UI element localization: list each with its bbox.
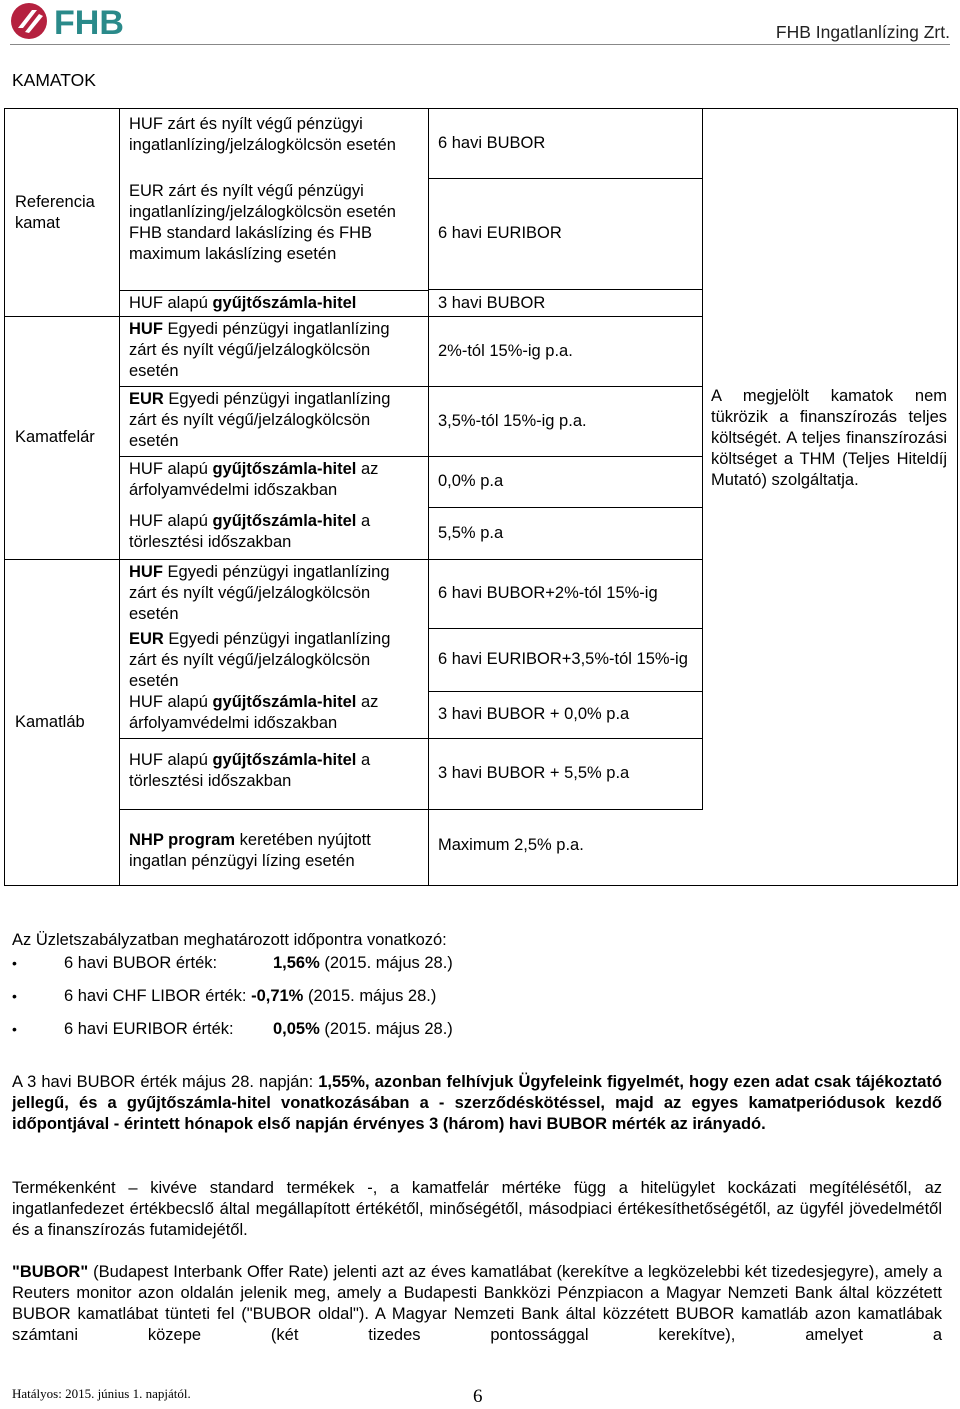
- group-label-kamatfelar: Kamatfelár: [4, 316, 120, 560]
- table-row-product: EUR Egyedi pénzügyi ingatlanlízing zárt és nyílt végű/jelzálogkölcsön esetén: [119, 386, 429, 457]
- margin-paragraph: Termékenként – kivéve standard termékek -, a kamatfelár mértéke függ a hitelügylet kockázati megítélésétől, az ingatlanfedezet értékbecslő által megállapított értékétől, minőségétől, másodpiaci értékesíthetőségétől, az ügyfél jövedelmétől és a finanszírozás futamidejétől.: [12, 1179, 942, 1239]
- table-row-product: HUF alapú gyűjtőszámla-hitel: [119, 290, 429, 317]
- table-row-value: 6 havi EURIBOR+3,5%-tól 15%-ig: [428, 628, 703, 692]
- references-intro: Az Üzletszabályzatban meghatározott időpontra vonatkozó:: [12, 931, 447, 949]
- table-row-nhp-value: Maximum 2,5% p.a.: [428, 809, 703, 886]
- bubor-notice-paragraph: A 3 havi BUBOR érték május 28. napján: 1,55%, azonban felhívjuk Ügyfeleink figyelmét, hogy ezen adat csak tájékoztató jellegű, és a gyűjtőszámla-hitel vonatkozásában a - szerződéskötéssel, majd az egyes kamatperiódusok kezdő időpontjával - érintett hónapok első napján érvényes 3 (három) havi BUBOR mérték az irányadó.: [12, 1073, 943, 1133]
- company-name: FHB Ingatlanlízing Zrt.: [775, 22, 950, 42]
- section-title: KAMATOK: [12, 70, 96, 90]
- table-row-value: 2%-tól 15%-ig p.a.: [428, 316, 703, 387]
- table-row-product: HUF alapú gyűjtőszámla-hitel a törlesztési időszakban: [119, 506, 429, 560]
- table-row-value: 0,0% p.a: [428, 456, 703, 508]
- table-row-value: 6 havi BUBOR+2%-tól 15%-ig: [428, 559, 703, 629]
- table-row-value: 6 havi EURIBOR: [428, 178, 703, 290]
- fhb-logo-icon: [10, 2, 140, 42]
- table-row-value: 3 havi BUBOR + 5,5% p.a: [428, 738, 703, 810]
- bubor-definition-paragraph: "BUBOR" (Budapest Interbank Offer Rate) jelenti azt az éves kamatlábat (kerekítve a legközelebbi két tizedesjegyre), amely a Reuters monitor azon oldalán jelenik meg, amely a Budapesti Bankközi Pénzpiacon a Magyar Nemzeti Bank által közzétett BUBOR kamatlábat tünteti fel ("BUBOR oldal"). A Magyar Nemzeti Bank által közzétett BUBOR kamatláb azon kamatlábak számtani közepe (két tizedes pontossággal kerekítve), amelyet a: [12, 1263, 942, 1344]
- table-row-product: HUF zárt és nyílt végű pénzügyi ingatlanlízing/jelzálogkölcsön esetén: [119, 108, 429, 179]
- table-row-value: 5,5% p.a: [428, 507, 703, 560]
- effective-date: Hatályos: 2015. június 1. napjától.: [12, 1386, 191, 1401]
- table-row-value: 3 havi BUBOR + 0,0% p.a: [428, 691, 703, 739]
- page-number: 6: [473, 1386, 483, 1407]
- page-header: [0, 0, 960, 50]
- table-row-product: EUR zárt és nyílt végű pénzügyi ingatlanlízing/jelzálogkölcsön esetén FHB standard lakáslízing és FHB maximum lakáslízing esetén: [119, 179, 429, 292]
- group-label-referencia: Referencia kamat: [4, 108, 120, 317]
- reference-list: [12, 947, 912, 1046]
- table-row-product: HUF Egyedi pénzügyi ingatlanlízing zárt és nyílt végű/jelzálogkölcsön esetén: [119, 316, 429, 387]
- list-item: • 6 havi CHF LIBOR érték: -0,71% (2015. május 28.): [12, 980, 912, 1013]
- table-row-product: EUR Egyedi pénzügyi ingatlanlízing zárt és nyílt végű/jelzálogkölcsön esetén: [119, 626, 429, 694]
- fhb-logo: [10, 2, 140, 42]
- table-row-product: HUF alapú gyűjtőszámla-hitel az árfolyamvédelmi időszakban: [119, 456, 429, 506]
- table-row-value: 3,5%-tól 15%-ig p.a.: [428, 386, 703, 457]
- table-row-product: HUF alapú gyűjtőszámla-hitel a törlesztési időszakban: [119, 738, 429, 810]
- list-item: • 6 havi EURIBOR érték: 0,05% (2015. május 28.): [12, 1013, 912, 1046]
- header-divider: [10, 44, 950, 45]
- table-row-value: 6 havi BUBOR: [428, 108, 703, 179]
- list-item: • 6 havi BUBOR érték: 1,56% (2015. május 28.): [12, 947, 912, 980]
- table-row-value: 3 havi BUBOR: [428, 290, 703, 317]
- group-label-kamatlab: Kamatláb: [4, 559, 120, 886]
- svg-text:FHB: FHB: [54, 4, 124, 42]
- table-row-product: HUF Egyedi pénzügyi ingatlanlízing zárt és nyílt végű/jelzálogkölcsön esetén: [119, 559, 429, 629]
- table-note: A megjelölt kamatok nem tükrözik a finanszírozás teljes költségét. A teljes finanszírozási költséget a THM (Teljes Hiteldíj Mutató) szolgáltatja.: [702, 108, 958, 886]
- table-row-product: HUF alapú gyűjtőszámla-hitel az árfolyamvédelmi időszakban: [119, 692, 429, 739]
- table-row-nhp-product: NHP program keretében nyújtott ingatlan pénzügyi lízing esetén: [119, 809, 429, 886]
